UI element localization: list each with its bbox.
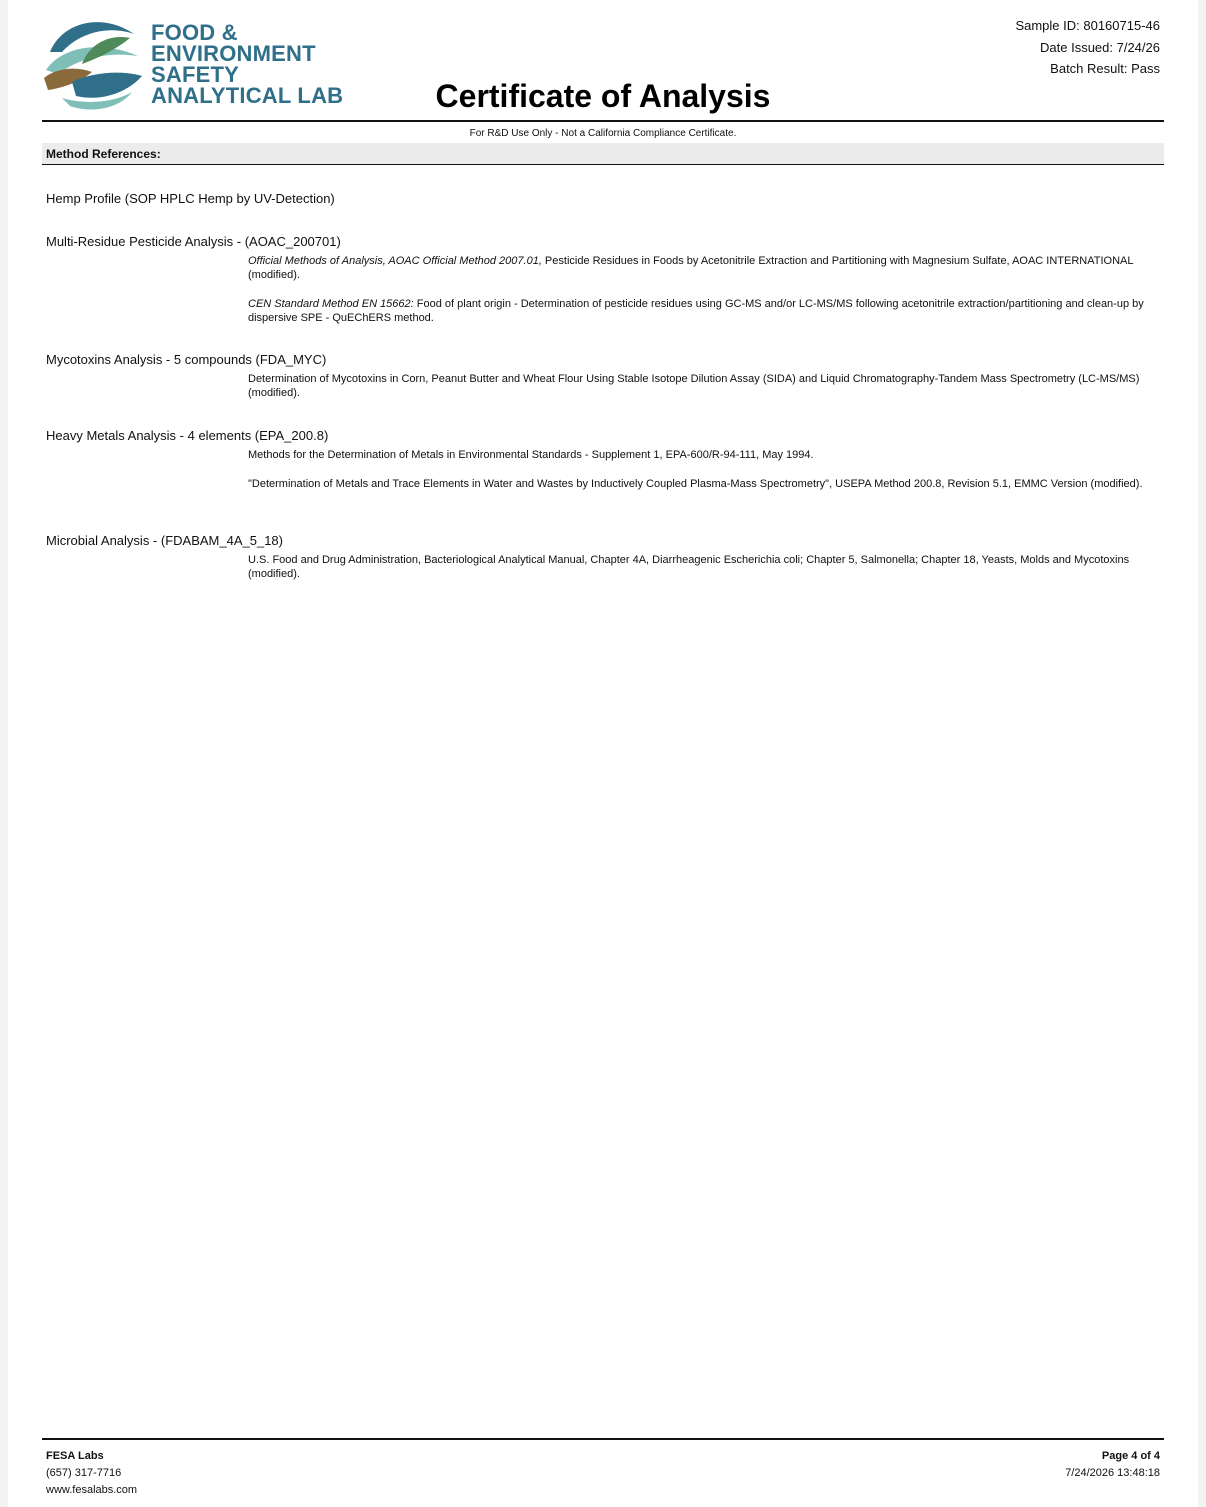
method-title: Hemp Profile (SOP HPLC Hemp by UV-Detection) <box>46 191 335 206</box>
page-number: Page 4 of 4 <box>1101 1450 1160 1462</box>
sample-meta <box>1015 15 1160 80</box>
page-title: Certificate of Analysis <box>435 78 771 114</box>
logo-line: ENVIRONMENT <box>151 41 316 66</box>
method-reference <box>248 448 1160 462</box>
footer-page-info <box>1065 1448 1160 1482</box>
reference-text: U.S. Food and Drug Administration, Bacteriological Analytical Manual, Chapter 4A, Diarrheagenic Escherichia coli; Chapter 5, Salmonella; Chapter 18, Yeasts, Molds and Mycotoxins (modified). <box>248 554 1130 580</box>
reference-citation: CEN Standard Method EN 15662: <box>248 298 414 310</box>
certificate-page <box>8 0 1198 1507</box>
reference-text: Food of plant origin - Determination of pesticide residues using GC-MS and/or LC-MS/MS following acetonitrile extraction/partitioning and clean-up by dispersive SPE - QuEChERS method. <box>248 298 1144 324</box>
phone-number: (657) 317-7716 <box>46 1467 122 1479</box>
method-reference <box>248 553 1160 581</box>
section-title: Method References: <box>46 147 161 161</box>
section-header <box>42 143 1164 165</box>
reference-text: Methods for the Determination of Metals in Environmental Standards - Supplement 1, EPA-600/R-94-111, May 1994. <box>248 449 814 461</box>
reference-citation: Official Methods of Analysis, AOAC Official Method 2007.01, <box>248 255 542 267</box>
reference-text: Pesticide Residues in Foods by Acetonitrile Extraction and Partitioning with Magnesium Sulfate, AOAC INTERNATIONAL (modified). <box>248 255 1134 281</box>
method-title: Microbial Analysis - (FDABAM_4A_5_18) <box>46 533 283 548</box>
logo-line: ANALYTICAL LAB <box>151 83 344 108</box>
sample-id: Sample ID: 80160715-46 <box>1015 18 1160 33</box>
footer-divider <box>42 1438 1164 1440</box>
method-title: Mycotoxins Analysis - 5 compounds (FDA_MYC) <box>46 352 327 367</box>
website-link[interactable]: www.fesalabs.com <box>46 1484 138 1496</box>
reference-text: Determination of Mycotoxins in Corn, Peanut Butter and Wheat Flour Using Stable Isotope Dilution Assay (SIDA) and Liquid Chromatography-Tandem Mass Spectrometry (LC-MS/MS) (modified). <box>248 373 1140 399</box>
footer-contact <box>46 1448 137 1499</box>
date-issued: Date Issued: 7/24/26 <box>1040 39 1160 55</box>
method-reference <box>248 254 1160 282</box>
method-title: Multi-Residue Pesticide Analysis - (AOAC_200701) <box>46 234 341 249</box>
method-reference <box>248 297 1160 325</box>
print-timestamp: 7/24/2026 13:48:18 <box>1065 1467 1160 1479</box>
batch-result: Batch Result: Pass <box>1050 61 1160 76</box>
company-name: FESA Labs <box>46 1450 104 1462</box>
method-reference <box>248 477 1160 491</box>
method-title: Heavy Metals Analysis - 4 elements (EPA_200.8) <box>46 428 329 443</box>
logo-line: FOOD & <box>151 20 238 45</box>
header-divider <box>42 120 1164 122</box>
reference-text: "Determination of Metals and Trace Elements in Water and Wastes by Inductively Coupled Plasma-Mass Spectrometry", USEPA Method 200.8, Revision 5.1, EMMC Version (modified). <box>248 478 1143 490</box>
method-reference <box>248 372 1160 400</box>
disclaimer: For R&D Use Only - Not a California Compliance Certificate. <box>469 128 737 139</box>
logo-line: SAFETY <box>151 62 239 87</box>
